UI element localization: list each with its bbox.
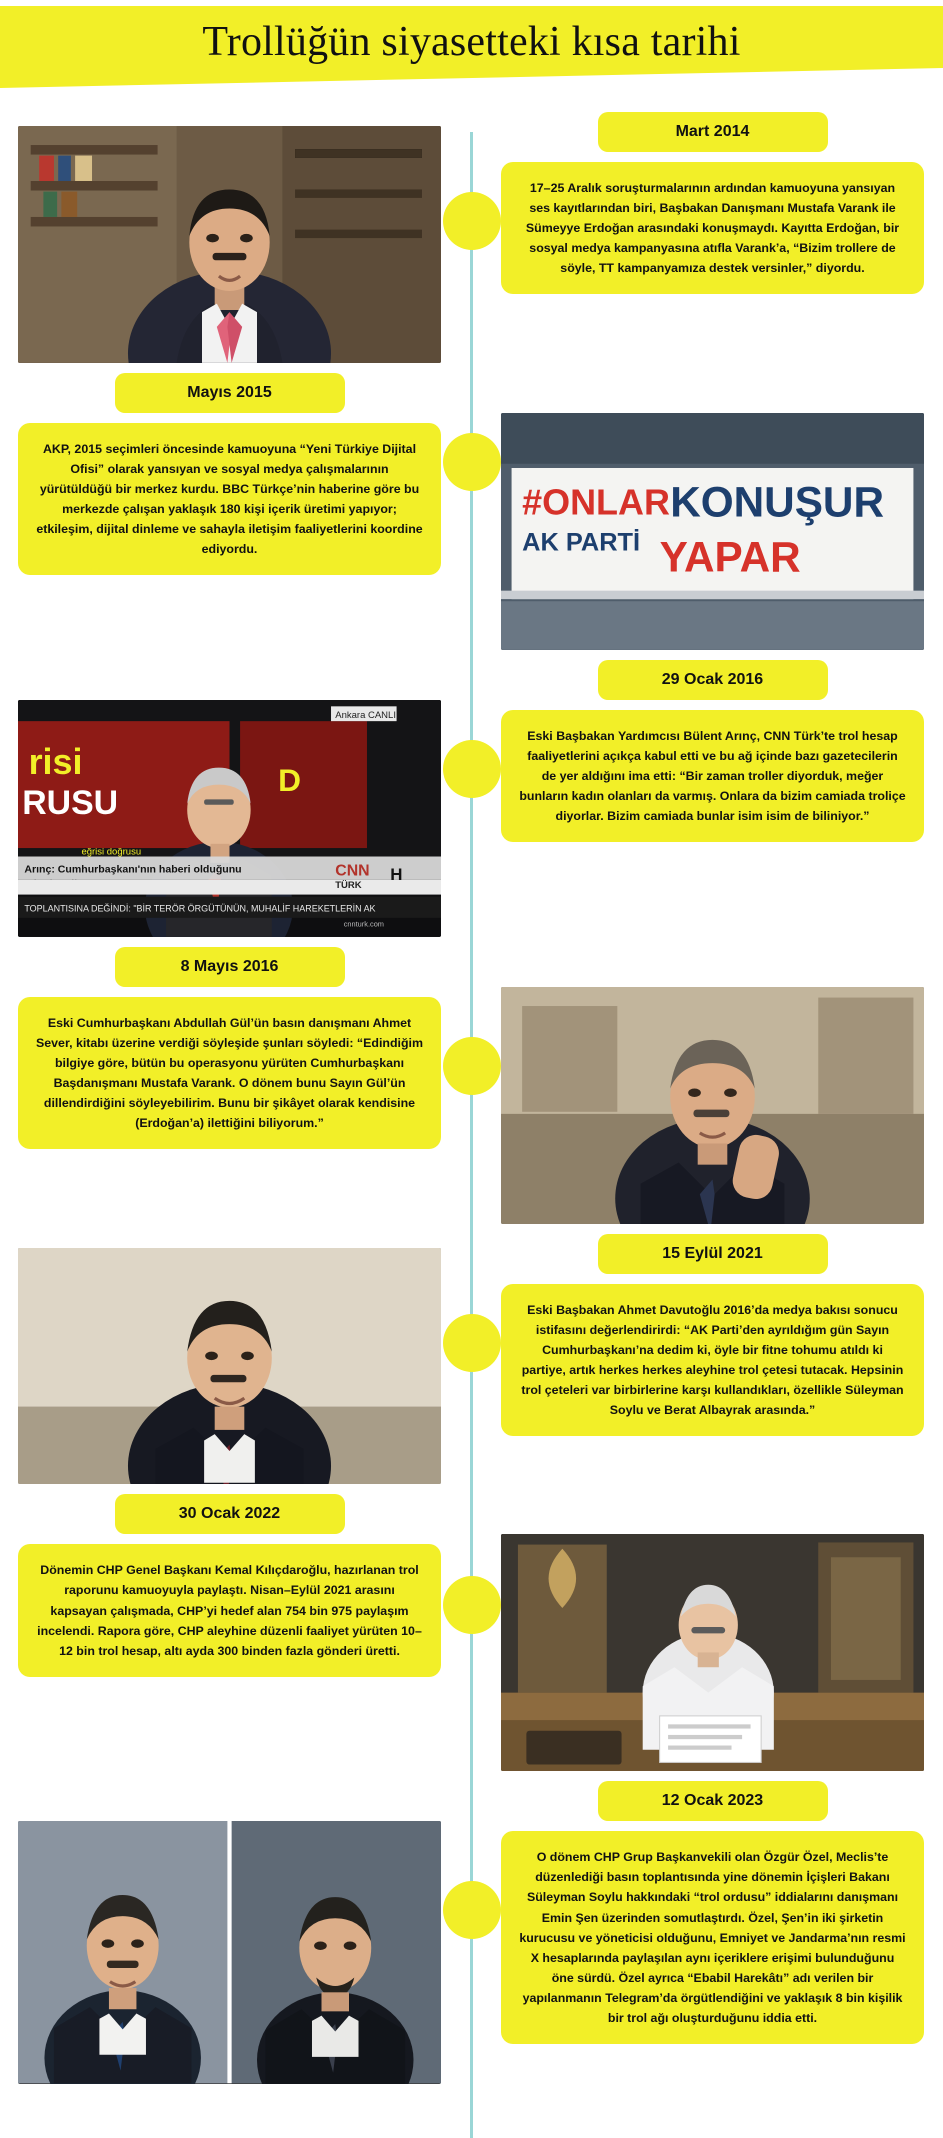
timeline-entry-content (471, 1234, 942, 1437)
timeline-entry-content (471, 660, 942, 842)
timeline-entry (0, 660, 943, 937)
timeline-text: Eski Cumhurbaşkanı Abdullah Gül’ün basın danışmanı Ahmet Sever, kitabı üzerine verdiği söyleşide şunları söyledi: “Edindiğim bilgiye göre, bütün bu operasyonu yürüten Cumhurbaşkanı Başdanışmanı Mustafa Varank. O dönem bunu Sayın Gül’ün dillendirdiğini söyleyebilirim. Bunu bir şikâyet olarak kendisine (Erdoğan’a) ilettiğini biliyorum.” (18, 997, 441, 1150)
timeline-node (443, 1314, 501, 1372)
timeline-text: AKP, 2015 seçimleri öncesinde kamuoyuna “Yeni Türkiye Dijital Ofisi” olarak yansıyan ve sosyal medya çalışmalarının yürütüldüğü bir merkez kurdu. BBC Türkçe’nin haberine göre bu merkezde çalışan yaklaşık 180 kişi içerik üretimi yapıyor; etkileşim, dijital dinleme ve sahayla iletişim faaliyetlerini koordine ediyordu. (18, 423, 441, 576)
timeline-entry-media (0, 1781, 471, 2083)
timeline-entry-media (0, 112, 471, 363)
timeline-text: Eski Başbakan Ahmet Davutoğlu 2016’da medya bakısı sonucu istifasını değerlendirirdi: “AK Parti’den ayrıldığım gün Sayın Cumhurbaşkanı’na dedim ki, öyle bir fitne tohumu atıldı ki partiye, artık herkes herkes aleyhine trol çetesi tutacak. Hepsinin trol çeteleri var birbirlerine karşı kullandıkları, özellikle Süleyman Soylu ve Berat Albayrak arasında.” (501, 1284, 924, 1437)
timeline-entry-content (0, 947, 471, 1150)
timeline-date: 8 Mayıs 2016 (115, 947, 345, 987)
timeline-entry (0, 112, 943, 363)
svg-text:Arınç: Cumhurbaşkanı'nın haber: Arınç: Cumhurbaşkanı'nın haberi olduğunu (24, 863, 242, 876)
svg-text:Ankara CANLI: Ankara CANLI (335, 709, 396, 721)
timeline-date: 15 Eylül 2021 (598, 1234, 828, 1274)
timeline-date: 12 Ocak 2023 (598, 1781, 828, 1821)
svg-text:YAPAR: YAPAR (659, 533, 801, 581)
timeline-node (443, 1881, 501, 1939)
timeline-entry-content (0, 1494, 471, 1676)
svg-text:TÜRK: TÜRK (335, 879, 362, 891)
timeline-text: Dönemin CHP Genel Başkanı Kemal Kılıçdaroğlu, hazırlanan trol raporunu kamuoyuyla paylaştı. Nisan–Eylül 2021 arasını kapsayan çalışmada, CHP’yi hedef alan 754 bin 975 paylaşım incelendi. Rapora göre, CHP aleyhine düzenli faaliyet yürüten 10–12 bin trol hesap, altı ayda 300 binden fazla gönderi üretti. (18, 1544, 441, 1676)
svg-text:eğrisi doğrusu: eğrisi doğrusu (81, 846, 142, 858)
svg-text:KONUŞUR: KONUŞUR (670, 478, 885, 526)
timeline-entry (0, 1234, 943, 1485)
svg-text:TOPLANTISINA DEĞİNDİ: "BİR TER: TOPLANTISINA DEĞİNDİ: "BİR TERÖR ÖRGÜTÜNÜN, MUHALİF HAREKETLERİN AK (24, 903, 376, 914)
timeline-date: 29 Ocak 2016 (598, 660, 828, 700)
svg-text:CNN: CNN (335, 862, 370, 880)
timeline-date: Mart 2014 (598, 112, 828, 152)
svg-text:H: H (390, 864, 403, 884)
photo-bulent-arinc-tv-screenshot (18, 700, 441, 937)
timeline-node (443, 433, 501, 491)
photo-suleyman-soylu-and-emin-sen-portraits (18, 1821, 441, 2083)
page-header (0, 0, 943, 112)
svg-text:cnnturk.com: cnnturk.com (343, 919, 384, 929)
timeline-entry-content (471, 1781, 942, 2044)
timeline-entry (0, 373, 943, 650)
page-title: Trollüğün siyasetteki kısa tarihi (202, 19, 741, 65)
timeline-entry-content (471, 112, 942, 294)
timeline-entry-media (471, 1494, 942, 1771)
timeline-node (443, 192, 501, 250)
timeline-entry-media (471, 373, 942, 650)
photo-kemal-kilicdaroglu-press-conference (501, 1534, 924, 1771)
timeline-text: 17–25 Aralık soruşturmalarının ardından kamuoyuna yansıyan ses kayıtlarından biri, Başbakan Danışmanı Mustafa Varank ile Sümeyye Erdoğan arasındaki konuşmaydı. Kayıtta Erdoğan, bir sosyal medya kampanyasına atıfla Varank’a, “Bizim trollere de söyle, TT kampanyamıza destek versinler,” diyordu. (501, 162, 924, 294)
photo-mustafa-varank-portrait (18, 126, 441, 363)
photo-abdullah-gul-portrait (501, 987, 924, 1224)
svg-text:D: D (278, 761, 302, 798)
timeline (0, 112, 943, 2138)
svg-text:#ONLAR: #ONLAR (522, 481, 670, 523)
timeline-date: 30 Ocak 2022 (115, 1494, 345, 1534)
timeline-date: Mayıs 2015 (115, 373, 345, 413)
photo-ahmet-davutoglu-portrait (18, 1248, 441, 1485)
timeline-entry (0, 1781, 943, 2083)
photo-onlar-konusur-ak-parti-yapar-banner (501, 413, 924, 650)
timeline-node (443, 740, 501, 798)
svg-text:risi: risi (28, 740, 83, 782)
svg-text:RUSU: RUSU (22, 783, 119, 822)
timeline-entry (0, 947, 943, 1224)
timeline-node (443, 1037, 501, 1095)
timeline-text: Eski Başbakan Yardımcısı Bülent Arınç, CNN Türk’te trol hesap faaliyetlerini açıkça kabul etti ve bu ağ içinde bazı gazetecilerin de yer aldığını ima etti: “Bir zaman troller diyorduk, meğer bunların kadın olanları da varmış. Onlara da bizim camiada troliçe diyorlar. Bizim camiada bunlar isim isim de biliniyor.” (501, 710, 924, 842)
timeline-entry-media (471, 947, 942, 1224)
timeline-entry (0, 1494, 943, 1771)
timeline-entry-media (0, 660, 471, 937)
timeline-text: O dönem CHP Grup Başkanvekili olan Özgür Özel, Meclis’te düzenlediği basın toplantısında yine dönemin İçişleri Bakanı Süleyman Soylu hakkındaki “trol ordusu” iddialarını danışmanı Emin Şen üzerinden somutlaştırdı. Özel, Şen’in iki şirketin kurucusu ve yöneticisi olduğunu, Emniyet ve Jandarma’nın resmi X hesaplarında paylaşılan aynı içeriklere erişimi bulunduğunu öne sürdü. Özel ayrıca “Ebabil Harekâtı” adı verilen bir yapılanmanın Telegram’da örgütlendiğini ve yaklaşık 8 bin kişilik bir trol ağı oluşturduğunu iddia etti. (501, 1831, 924, 2044)
timeline-entry-media (0, 1234, 471, 1485)
svg-text:AK PARTİ: AK PARTİ (522, 528, 641, 557)
timeline-entry-content (0, 373, 471, 576)
timeline-node (443, 1576, 501, 1634)
